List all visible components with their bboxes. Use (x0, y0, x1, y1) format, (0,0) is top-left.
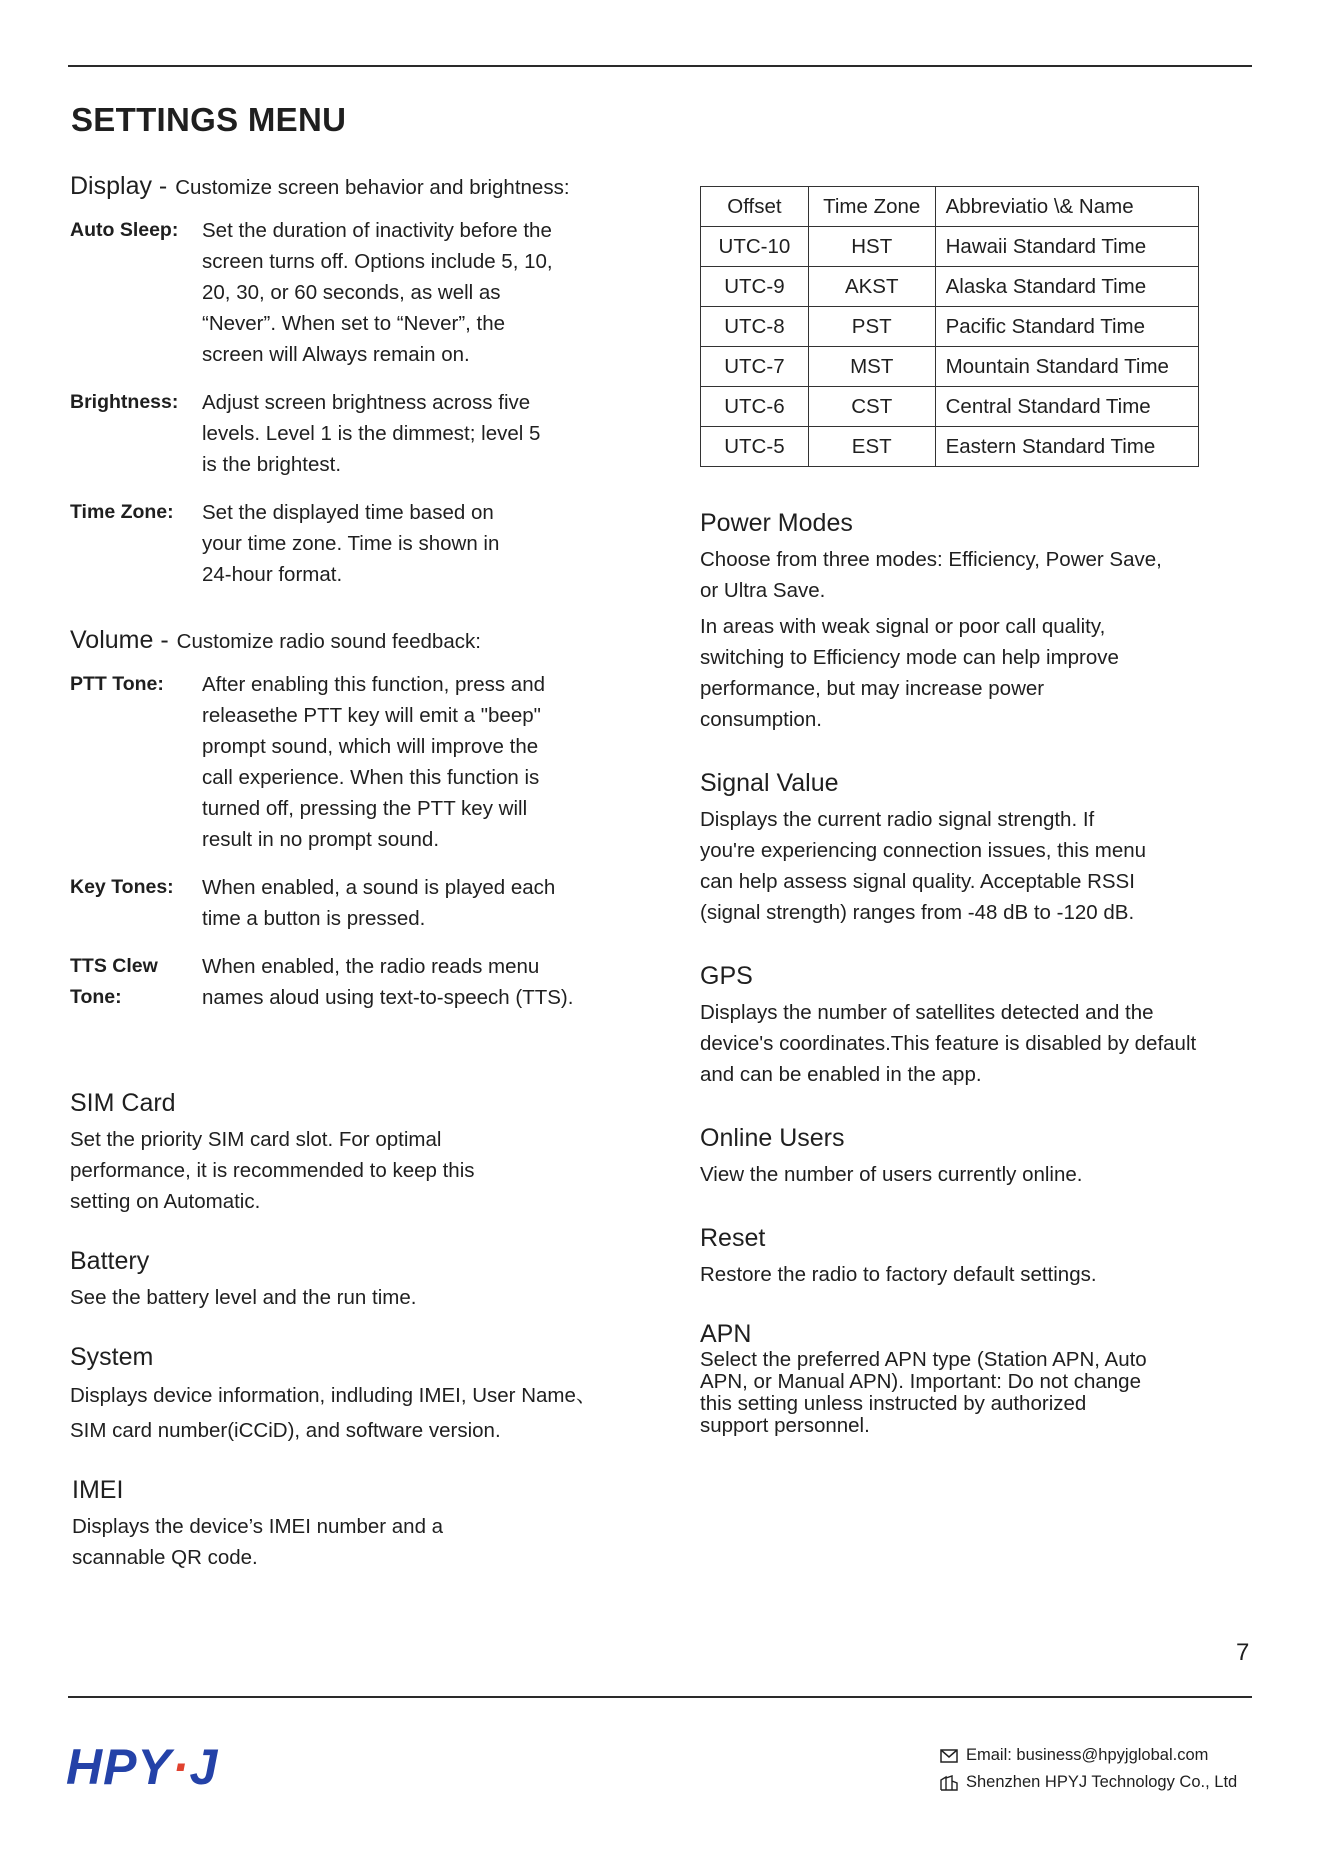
system-text (70, 1378, 640, 1448)
imei-section (72, 1476, 640, 1573)
display-subtitle: Customize screen behavior and brightness: (175, 176, 570, 199)
company-text: Shenzhen HPYJ Technology Co., Ltd (966, 1773, 1238, 1791)
table-cell: PST (808, 307, 935, 347)
brightness-desc (202, 387, 612, 480)
auto-sleep-desc (202, 215, 612, 370)
desc-line: time a button is pressed. (202, 907, 426, 930)
desc-line: After enabling this function, press and (202, 673, 546, 696)
logo-dot: · (171, 1739, 190, 1795)
tts-clew-tone-item (70, 951, 640, 1013)
footer-contact (940, 1742, 1237, 1796)
table-cell: UTC-6 (701, 387, 809, 427)
table-header-cell: Abbreviatio \& Name (935, 187, 1198, 227)
desc-line: Adjust screen brightness across five (202, 391, 531, 414)
table-cell: Eastern Standard Time (935, 427, 1198, 467)
text-line: Displays the number of satellites detected and the (700, 1001, 1154, 1024)
apn-title: APN (700, 1320, 752, 1348)
time-zone-term: Time Zone: (70, 501, 174, 523)
ptt-tone-desc (202, 669, 612, 855)
desc-line: 24-hour format. (202, 563, 343, 586)
table-cell: UTC-9 (701, 267, 809, 307)
table-cell: UTC-8 (701, 307, 809, 347)
text-line: SIM card number(iCCiD), and software version. (70, 1419, 501, 1442)
volume-title: Volume - (70, 626, 169, 654)
online-users-title: Online Users (700, 1124, 845, 1152)
key-tones-term: Key Tones: (70, 876, 174, 898)
text-line: Displays the current radio signal strength. If (700, 808, 1095, 831)
gps-text (700, 997, 1260, 1090)
table-row (701, 427, 1199, 467)
desc-line: your time zone. Time is shown in (202, 532, 500, 555)
text-line: Select the preferred APN type (Station APN, Auto (700, 1348, 1147, 1371)
battery-text (70, 1282, 640, 1313)
desc-line: result in no prompt sound. (202, 828, 440, 851)
desc-line: When enabled, a sound is played each (202, 876, 556, 899)
hpyj-logo (66, 1738, 218, 1796)
imei-title: IMEI (72, 1476, 124, 1504)
power-modes-section (700, 509, 1260, 735)
page-number: 7 (1236, 1639, 1250, 1666)
text-line: Displays device information, indluding IMEI, User Name、 (70, 1384, 597, 1407)
text-line: View the number of users currently online. (700, 1163, 1083, 1186)
text-line: or Ultra Save. (700, 579, 826, 602)
text-line: device's coordinates.This feature is disabled by default (700, 1032, 1197, 1055)
table-cell: Hawaii Standard Time (935, 227, 1198, 267)
logo-text-right: J (189, 1739, 219, 1795)
table-cell: UTC-5 (701, 427, 809, 467)
reset-text (700, 1259, 1260, 1290)
desc-line: releasethe PTT key will emit a "beep" (202, 704, 541, 727)
power-modes-text-1 (700, 544, 1260, 606)
table-row (701, 307, 1199, 347)
apn-text (700, 1349, 1260, 1437)
table-cell: AKST (808, 267, 935, 307)
key-tones-desc (202, 872, 612, 934)
desc-line: names aloud using text-to-speech (TTS). (202, 986, 574, 1009)
reset-title: Reset (700, 1224, 766, 1252)
text-line: performance, it is recommended to keep this (70, 1159, 475, 1182)
table-cell: Mountain Standard Time (935, 347, 1198, 387)
text-line: See the battery level and the run time. (70, 1286, 417, 1309)
text-line: performance, but may increase power (700, 677, 1045, 700)
table-cell: MST (808, 347, 935, 387)
text-line: Set the priority SIM card slot. For optimal (70, 1128, 442, 1151)
desc-line: Set the displayed time based on (202, 501, 494, 524)
table-cell: Alaska Standard Time (935, 267, 1198, 307)
table-cell: EST (808, 427, 935, 467)
tts-clew-tone-desc (202, 951, 612, 1013)
table-header-row (701, 187, 1199, 227)
table-header-cell: Time Zone (808, 187, 935, 227)
volume-subtitle: Customize radio sound feedback: (176, 630, 481, 653)
text-line: switching to Efficiency mode can help improve (700, 646, 1119, 669)
battery-title: Battery (70, 1247, 150, 1275)
brightness-term: Brightness: (70, 391, 179, 413)
text-line: Choose from three modes: Efficiency, Power Save, (700, 548, 1162, 571)
right-column (700, 186, 1260, 1437)
battery-section (70, 1247, 640, 1313)
page-title: SETTINGS MENU (71, 101, 347, 138)
table-cell: UTC-7 (701, 347, 809, 387)
table-row (701, 267, 1199, 307)
email-text: Email: business@hpyjglobal.com (966, 1746, 1209, 1764)
sim-card-title: SIM Card (70, 1089, 176, 1117)
table-row (701, 387, 1199, 427)
desc-line: When enabled, the radio reads menu (202, 955, 540, 978)
table-cell: Pacific Standard Time (935, 307, 1198, 347)
desc-line: 20, 30, or 60 seconds, as well as (202, 281, 501, 304)
building-icon (940, 1775, 958, 1791)
gps-title: GPS (700, 962, 753, 990)
power-modes-title: Power Modes (700, 509, 853, 537)
desc-line: call experience. When this function is (202, 766, 540, 789)
text-line: support personnel. (700, 1414, 870, 1437)
table-cell: UTC-10 (701, 227, 809, 267)
desc-line: “Never”. When set to “Never”, the (202, 312, 506, 335)
ptt-tone-term: PTT Tone: (70, 673, 164, 695)
desc-line: turned off, pressing the PTT key will (202, 797, 528, 820)
table-cell: Central Standard Time (935, 387, 1198, 427)
email-row (940, 1742, 1237, 1769)
text-line: Displays the device’s IMEI number and a (72, 1515, 444, 1538)
text-line: In areas with weak signal or poor call quality, (700, 615, 1106, 638)
time-zone-desc (202, 497, 612, 590)
desc-line: screen will Always remain on. (202, 343, 470, 366)
company-row (940, 1769, 1237, 1796)
ptt-tone-item (70, 669, 640, 855)
display-title: Display - (70, 172, 168, 200)
sim-card-section (70, 1089, 640, 1217)
text-line: APN, or Manual APN). Important: Do not change (700, 1370, 1141, 1393)
apn-section (700, 1320, 1260, 1437)
system-section (70, 1343, 640, 1448)
table-cell: HST (808, 227, 935, 267)
imei-text (72, 1511, 640, 1573)
text-line: consumption. (700, 708, 822, 731)
desc-line: screen turns off. Options include 5, 10, (202, 250, 553, 273)
left-column (70, 172, 640, 1573)
text-line: can help assess signal quality. Acceptable RSSI (700, 870, 1135, 893)
desc-line: Set the duration of inactivity before the (202, 219, 552, 242)
sim-card-text (70, 1124, 640, 1217)
table-row (701, 347, 1199, 387)
text-line: this setting unless instructed by authorized (700, 1392, 1087, 1415)
auto-sleep-term: Auto Sleep: (70, 219, 179, 241)
bottom-divider (68, 1696, 1252, 1698)
online-users-text (700, 1159, 1260, 1190)
logo-text-left: HPY (66, 1739, 172, 1795)
table-header-cell: Offset (701, 187, 809, 227)
brightness-item (70, 387, 640, 480)
auto-sleep-item (70, 215, 640, 370)
text-line: Restore the radio to factory default settings. (700, 1263, 1097, 1286)
text-line: scannable QR code. (72, 1546, 258, 1569)
text-line: you're experiencing connection issues, this menu (700, 839, 1147, 862)
display-group-header (70, 172, 640, 201)
desc-line: levels. Level 1 is the dimmest; level 5 (202, 422, 541, 445)
signal-value-text (700, 804, 1260, 928)
power-modes-text-2 (700, 611, 1260, 735)
volume-group-header (70, 626, 640, 655)
text-line: (signal strength) ranges from -48 dB to -120 dB. (700, 901, 1135, 924)
online-users-section (700, 1124, 1260, 1190)
key-tones-item (70, 872, 640, 934)
table-row (701, 227, 1199, 267)
reset-section (700, 1224, 1260, 1290)
system-title: System (70, 1343, 154, 1371)
table-cell: CST (808, 387, 935, 427)
time-zone-item (70, 497, 640, 590)
text-line: and can be enabled in the app. (700, 1063, 982, 1086)
signal-value-section (700, 769, 1260, 928)
gps-section (700, 962, 1260, 1090)
time-zone-table (700, 186, 1199, 467)
top-divider (68, 65, 1252, 67)
desc-line: prompt sound, which will improve the (202, 735, 539, 758)
mail-icon (940, 1749, 958, 1763)
desc-line: is the brightest. (202, 453, 342, 476)
text-line: setting on Automatic. (70, 1190, 261, 1213)
signal-value-title: Signal Value (700, 769, 839, 797)
tts-clew-tone-term: TTS Clew Tone: (70, 955, 158, 1008)
